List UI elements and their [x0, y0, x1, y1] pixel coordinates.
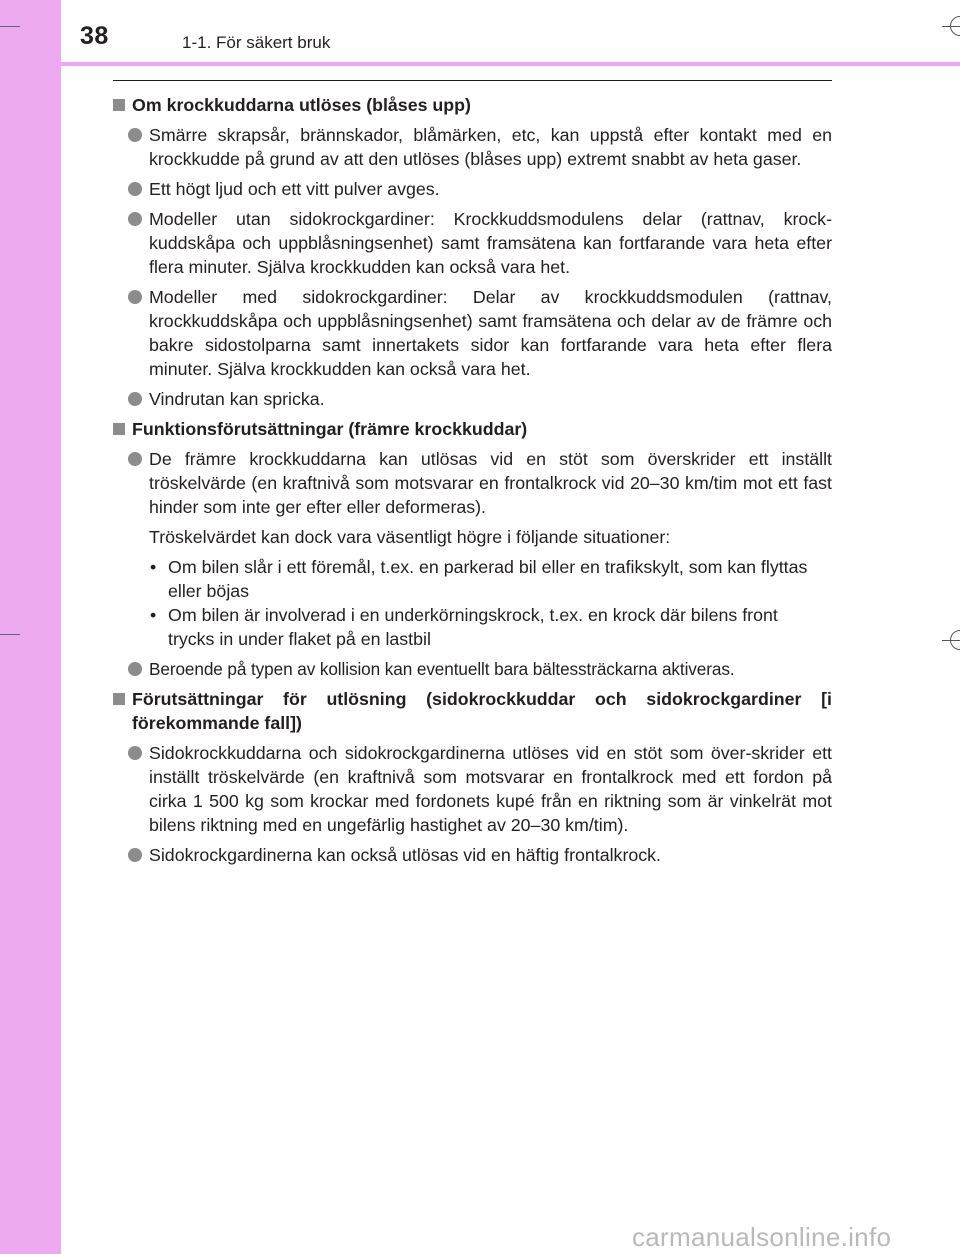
list-item: Smärre skrapsår, brännskador, blåmärken, etc, kan uppstå efter kontakt med en krockkudde på grund av att den utlöses (blåses upp) extremt snabbt av heta gaser. — [113, 123, 832, 171]
bullet-icon: • — [150, 605, 157, 625]
list-item: Modeller med sidokrockgardiner: Delar av krockkuddsmodulen (rattnav, krockkuddskåpa och uppblåsningsenhet) samt framsätena och delar av de främre och bakre sidostolparna samt innertakets sidor kan fortfarande vara heta efter flera minuter. Själva krockkudden kan också vara het. — [113, 285, 832, 381]
square-bullet-icon — [113, 99, 125, 111]
page-number: 38 — [80, 22, 109, 50]
header-rule — [113, 80, 832, 81]
list-item: De främre krockkuddarna kan utlösas vid en stöt som överskrider ett inställt tröskelvärde (en kraftnivå som motsvarar en frontalkrock vid 20–30 km/tim mot ett fast hinder som inte ger efter eller deformeras). — [113, 447, 832, 519]
watermark-text: carmanualsonline.info — [632, 1222, 892, 1252]
bullet-icon: • — [150, 557, 157, 577]
circle-bullet-icon — [128, 452, 142, 466]
list-item: Sidokrockgardinerna kan också utlösas vid en häftig frontalkrock. — [113, 843, 832, 867]
circle-bullet-icon — [128, 182, 142, 196]
square-bullet-icon — [113, 423, 125, 435]
circle-bullet-icon — [128, 746, 142, 760]
side-color-bar — [0, 0, 61, 1254]
paragraph: Tröskelvärdet kan dock vara väsentligt högre i följande situationer: — [149, 527, 671, 547]
circle-bullet-icon — [128, 212, 142, 226]
circle-bullet-icon — [128, 290, 142, 304]
circle-bullet-icon — [128, 848, 142, 862]
circle-bullet-icon — [128, 128, 142, 142]
square-bullet-icon — [113, 693, 125, 705]
sub-list-item: • Om bilen slår i ett föremål, t.ex. en parkerad bil eller en trafikskylt, som kan flyttas eller böjas — [150, 557, 808, 601]
list-item: Ett högt ljud och ett vitt pulver avges. — [113, 177, 832, 201]
list-item: Vindrutan kan spricka. — [113, 387, 832, 411]
section-heading: Funktionsförutsättningar (främre krockkuddar) — [113, 417, 832, 441]
section-heading: Om krockkuddarna utlöses (blåses upp) — [113, 93, 832, 117]
list-item: Beroende på typen av kollision kan eventuellt bara bältessträckarna aktiveras. — [113, 657, 832, 681]
main-content — [113, 93, 832, 873]
crop-mark — [0, 634, 20, 635]
list-item: Sidokrockkuddarna och sidokrockgardinerna utlöses vid en stöt som över-skrider ett inställt tröskelvärde (en kraftnivå som motsvarar en frontalkrock med ett fordon på cirka 1 500 kg som krockar med fordonets kupé från en riktning som är vinkelrät mot bilens riktning med en ungefärlig hastighet av 20–30 km/tim). — [113, 741, 832, 837]
circle-bullet-icon — [128, 392, 142, 406]
chapter-title: 1-1. För säkert bruk — [182, 33, 331, 52]
circle-bullet-icon — [128, 662, 142, 676]
crop-mark — [0, 26, 20, 27]
list-item: Modeller utan sidokrockgardiner: Krockkuddsmodulens delar (rattnav, krock-kuddskåpa och uppblåsningsenhet) samt framsätena kan fortfarande vara heta efter flera minuter. Själva krockkudden kan också vara het. — [113, 207, 832, 279]
section-heading: Förutsättningar för utlösning (sidokrockkuddar och sidokrockgardiner [i förekommande fall]) — [113, 687, 832, 735]
sub-list-item: • Om bilen är involverad i en underkörningskrock, t.ex. en krock där bilens front trycks in under flaket på en lastbil — [150, 605, 778, 649]
